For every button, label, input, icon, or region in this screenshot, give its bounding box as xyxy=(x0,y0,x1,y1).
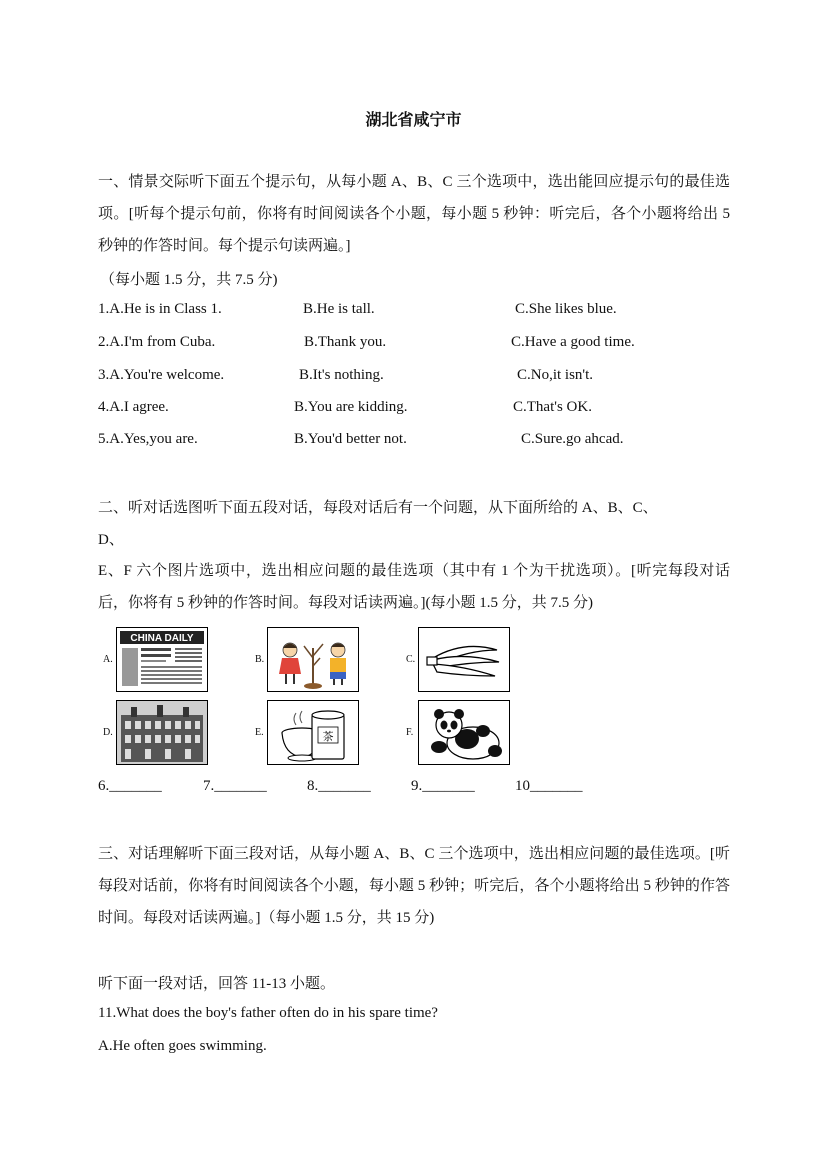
picture-a-label: A. xyxy=(103,654,113,665)
question-11: 11.What does the boy's father often do in his spare time? xyxy=(98,1005,438,1021)
answer-blank-10[interactable]: 10_______ xyxy=(515,778,583,794)
answer-blank-9[interactable]: 9._______ xyxy=(411,778,475,794)
section3-heading: 三、对话理解听下面三段对话，从每小题 A、B、C 三个选项中，选出相应问题的最佳选项。[听每段对话前，你将有时间阅读各个小题，每小题 5 秒钟；听完后，各个小题将给出 5 秒钟的作答时间。每段对话读两遍。]（每小题 1.5 分，共 15 分) xyxy=(98,846,730,926)
q1-option-b: B.He is tall. xyxy=(303,301,375,317)
picture-c-label: C. xyxy=(406,654,416,665)
q5-option-b: B.You'd better not. xyxy=(294,431,407,447)
picture-b-label: B. xyxy=(255,654,265,665)
picture-e-label: E. xyxy=(255,727,264,738)
q2-option-a: 2.A.I'm from Cuba. xyxy=(98,334,216,350)
q3-option-a: 3.A.You're welcome. xyxy=(98,367,225,383)
section2-heading-line2: D、 xyxy=(98,532,124,548)
answer-blank-7[interactable]: 7._______ xyxy=(203,778,267,794)
q4-option-a: 4.A.I agree. xyxy=(98,399,169,415)
picture-d-label: D. xyxy=(103,727,113,738)
q4-option-b: B.You are kidding. xyxy=(294,399,408,415)
children-planting-tree-icon xyxy=(267,627,359,692)
q2-option-b: B.Thank you. xyxy=(304,334,387,350)
q4-option-c: C.That's OK. xyxy=(513,399,592,415)
answer-blank-6[interactable]: 6._______ xyxy=(98,778,162,794)
picture-f-label: F. xyxy=(406,727,414,738)
question-11-option-a: A.He often goes swimming. xyxy=(98,1038,267,1054)
newspaper-masthead: CHINA DAILY xyxy=(130,633,194,644)
section1-heading: 一、情景交际听下面五个提示句，从每小题 A、B、C 三个选项中，选出能回应提示句的最佳选项。[听每个提示句前，你将有时间阅读各个小题，每小题 5 秒钟：听完后，各个小题将给出 5 秒钟的作答时间。每个提示句读两遍。] xyxy=(98,174,730,254)
page-title: 湖北省咸宁市 xyxy=(365,112,462,129)
q3-option-b: B.It's nothing. xyxy=(299,367,384,383)
answer-blank-8[interactable]: 8._______ xyxy=(307,778,371,794)
section3-intro: 听下面一段对话，回答 11-13 小题。 xyxy=(98,976,335,992)
panda-icon xyxy=(418,700,510,765)
q1-option-a: 1.A.He is in Class 1. xyxy=(98,301,222,317)
section2-heading-line1: 二、听对话选图听下面五段对话，每段对话后有一个问题，从下面所给的 A、B、C、 xyxy=(98,500,658,516)
q5-option-c: C.Sure.go ahcad. xyxy=(521,431,624,447)
q3-option-c: C.No,it isn't. xyxy=(517,367,594,383)
buildings-icon xyxy=(116,700,208,765)
q2-option-c: C.Have a good time. xyxy=(511,334,635,350)
bananas-icon xyxy=(418,627,510,692)
section1-score: （每小题 1.5 分，共 7.5 分) xyxy=(100,272,278,288)
q5-option-a: 5.A.Yes,you are. xyxy=(98,431,198,447)
tea-character: 茶 xyxy=(322,730,334,743)
newspaper-icon xyxy=(116,627,208,692)
tea-cup-icon xyxy=(267,700,359,765)
section2-heading-rest: E、F 六个图片选项中，选出相应问题的最佳选项（其中有 1 个为干扰选项）。[听完每段对话后，你将有 5 秒钟的作答时间。每段对话读两遍。](每小题 1.5 分，共 7.5 分) xyxy=(98,563,730,611)
q1-option-c: C.She likes blue. xyxy=(515,301,617,317)
